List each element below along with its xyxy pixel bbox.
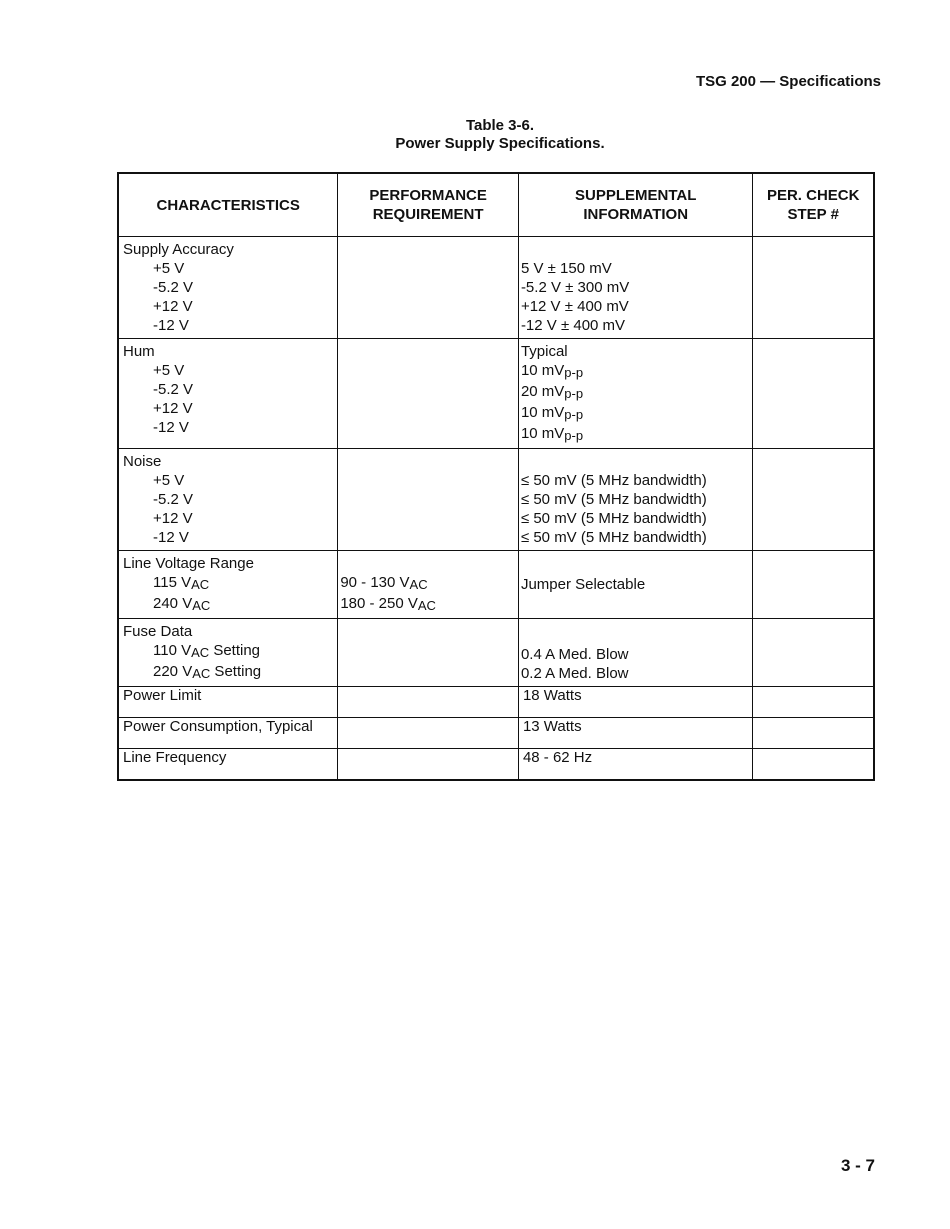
supplemental-value: 13 Watts xyxy=(522,718,582,735)
characteristic-item xyxy=(123,573,334,594)
check-step-cell xyxy=(753,237,874,339)
p-p-subscript: p-p xyxy=(564,365,584,380)
supplemental-cell xyxy=(518,551,753,619)
characteristic-cell xyxy=(118,687,338,718)
characteristic-item: -12 V xyxy=(153,529,189,546)
performance-cell xyxy=(338,339,519,449)
ac-subscript: AC xyxy=(191,645,210,660)
fuse-voltage: 110 V xyxy=(153,642,192,659)
performance-cell xyxy=(338,749,519,781)
characteristic-cell xyxy=(118,619,338,687)
header-characteristics-label: CHARACTERISTICS xyxy=(156,196,300,214)
performance-cell xyxy=(338,619,519,687)
table-row xyxy=(118,718,874,749)
performance-cell xyxy=(338,687,519,718)
check-step-cell xyxy=(753,687,874,718)
table-number: Table 3-6. xyxy=(465,117,535,134)
characteristic-item: +5 V xyxy=(153,472,185,489)
supplemental-heading: Typical xyxy=(520,343,568,360)
hum-value: 10 mV xyxy=(520,425,565,442)
table-row xyxy=(118,339,874,449)
characteristic-item: +5 V xyxy=(153,362,185,379)
supplemental-value: 0.2 A Med. Blow xyxy=(520,665,629,682)
supplemental-cell xyxy=(518,449,753,551)
table-row xyxy=(118,619,874,687)
characteristic-item: +5 V xyxy=(153,260,185,277)
characteristic-item xyxy=(123,594,334,615)
characteristic-item xyxy=(123,662,334,683)
table-row xyxy=(118,237,874,339)
characteristic-item: -12 V xyxy=(153,419,189,436)
characteristic-item xyxy=(123,641,334,662)
characteristic-title: Line Voltage Range xyxy=(123,555,254,572)
table-row xyxy=(118,749,874,781)
running-header: TSG 200 — Specifications xyxy=(695,73,881,90)
characteristic-cell xyxy=(118,551,338,619)
performance-value xyxy=(340,573,515,594)
characteristic-item: +12 V xyxy=(153,510,193,527)
check-step-cell xyxy=(753,339,874,449)
supplemental-cell xyxy=(518,619,753,687)
supplemental-cell xyxy=(518,687,753,718)
performance-value xyxy=(340,594,515,615)
supplemental-value: -12 V ± 400 mV xyxy=(520,317,626,334)
characteristic-cell xyxy=(118,449,338,551)
header-performance xyxy=(338,173,519,237)
characteristic-title: Noise xyxy=(123,453,162,470)
header-check-step xyxy=(753,173,874,237)
p-p-subscript: p-p xyxy=(564,386,584,401)
check-step-cell xyxy=(753,749,874,781)
supplemental-value: ≤ 50 mV (5 MHz bandwidth) xyxy=(520,529,707,546)
supplemental-value xyxy=(521,424,750,445)
check-step-cell xyxy=(753,449,874,551)
hum-value: 20 mV xyxy=(520,383,565,400)
supplemental-value xyxy=(521,382,750,403)
table-row xyxy=(118,449,874,551)
performance-cell xyxy=(338,237,519,339)
table-row xyxy=(118,551,874,619)
voltage-value: 240 V xyxy=(153,595,193,612)
header-performance-line2: REQUIREMENT xyxy=(372,206,484,223)
supplemental-value: ≤ 50 mV (5 MHz bandwidth) xyxy=(520,510,707,527)
characteristic-item: +12 V xyxy=(153,400,193,417)
supplemental-value: Jumper Selectable xyxy=(520,576,646,593)
supplemental-value xyxy=(521,403,750,424)
supplemental-cell xyxy=(518,718,753,749)
characteristic-item: -5.2 V xyxy=(153,491,194,508)
performance-cell xyxy=(338,718,519,749)
header-check-step-line2: STEP # xyxy=(787,206,839,223)
table-header-row xyxy=(118,173,874,237)
hum-value: 10 mV xyxy=(520,404,565,421)
performance-cell xyxy=(338,449,519,551)
table-row xyxy=(118,687,874,718)
characteristic-title: Supply Accuracy xyxy=(123,241,234,258)
characteristic-cell xyxy=(118,749,338,781)
characteristic-item: +12 V xyxy=(153,298,193,315)
header-supplemental-line2: INFORMATION xyxy=(583,206,689,223)
supplemental-value: 0.4 A Med. Blow xyxy=(520,646,629,663)
characteristic-title: Fuse Data xyxy=(123,623,193,640)
characteristic-title: Power Consumption, Typical xyxy=(123,718,313,735)
header-check-step-line1: PER. CHECK xyxy=(766,187,860,204)
characteristic-title: Power Limit xyxy=(123,687,202,704)
voltage-range: 90 - 130 V xyxy=(340,574,410,591)
supplemental-value: ≤ 50 mV (5 MHz bandwidth) xyxy=(520,491,707,508)
voltage-value: 115 V xyxy=(153,574,192,591)
voltage-range: 180 - 250 V xyxy=(340,595,418,612)
header-supplemental-line1: SUPPLEMENTAL xyxy=(574,187,697,204)
ac-subscript: AC xyxy=(191,577,210,592)
fuse-setting-label: Setting xyxy=(210,663,262,680)
p-p-subscript: p-p xyxy=(564,428,584,443)
supplemental-value: ≤ 50 mV (5 MHz bandwidth) xyxy=(520,472,707,489)
page-number: 3 - 7 xyxy=(840,1156,875,1175)
characteristic-item: -5.2 V xyxy=(153,279,194,296)
header-performance-line1: PERFORMANCE xyxy=(369,187,487,204)
fuse-voltage: 220 V xyxy=(153,663,193,680)
supplemental-value: +12 V ± 400 mV xyxy=(520,298,629,315)
characteristic-title: Hum xyxy=(123,343,155,360)
fuse-setting-label: Setting xyxy=(209,642,261,659)
supplemental-value: 18 Watts xyxy=(522,687,582,704)
characteristic-item: -5.2 V xyxy=(153,381,194,398)
check-step-cell xyxy=(753,718,874,749)
ac-subscript: AC xyxy=(417,598,436,613)
characteristic-item: -12 V xyxy=(153,317,189,334)
supplemental-value xyxy=(521,361,750,382)
performance-cell xyxy=(338,551,519,619)
supplemental-cell xyxy=(518,339,753,449)
check-step-cell xyxy=(753,619,874,687)
p-p-subscript: p-p xyxy=(564,407,584,422)
ac-subscript: AC xyxy=(409,577,428,592)
power-supply-spec-table xyxy=(117,172,875,781)
supplemental-cell xyxy=(518,749,753,781)
check-step-cell xyxy=(753,551,874,619)
table-title: Power Supply Specifications. xyxy=(395,135,605,152)
characteristic-cell xyxy=(118,339,338,449)
header-characteristics xyxy=(118,173,338,237)
characteristic-cell xyxy=(118,718,338,749)
header-supplemental xyxy=(518,173,753,237)
characteristic-cell xyxy=(118,237,338,339)
supplemental-value: -5.2 V ± 300 mV xyxy=(520,279,630,296)
characteristic-title: Line Frequency xyxy=(123,749,227,766)
supplemental-cell xyxy=(518,237,753,339)
supplemental-value: 48 - 62 Hz xyxy=(522,749,593,766)
ac-subscript: AC xyxy=(192,666,211,681)
hum-value: 10 mV xyxy=(520,362,565,379)
supplemental-value: 5 V ± 150 mV xyxy=(520,260,612,277)
ac-subscript: AC xyxy=(192,598,211,613)
